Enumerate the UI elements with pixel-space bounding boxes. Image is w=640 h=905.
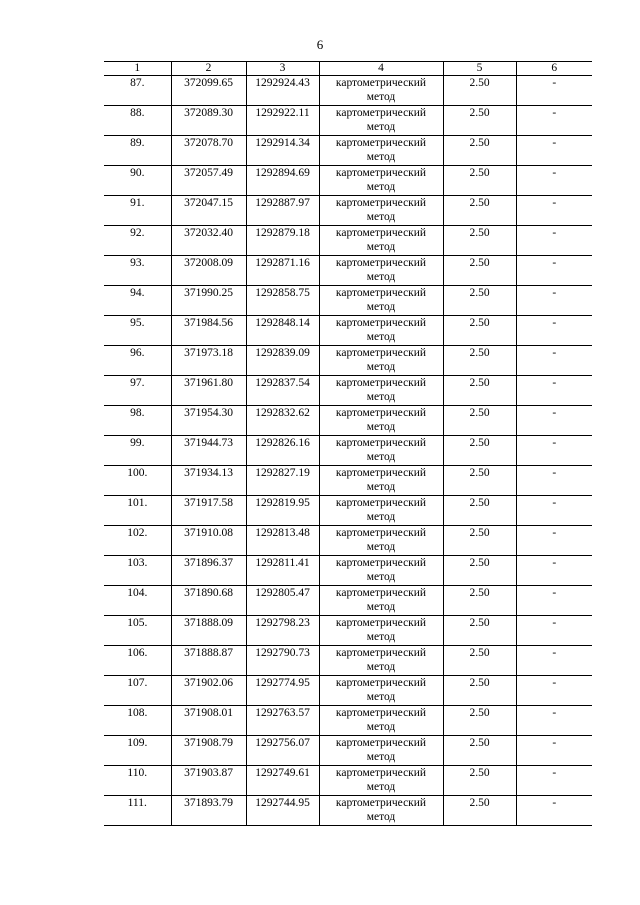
method-cell: картометрический метод [319, 76, 443, 106]
accuracy-cell: 2.50 [443, 376, 516, 406]
method-cell: картометрический метод [319, 556, 443, 586]
method-cell: картометрический метод [319, 496, 443, 526]
accuracy-cell: 2.50 [443, 706, 516, 736]
method-cell: картометрический метод [319, 526, 443, 556]
note-cell: - [516, 136, 592, 166]
note-cell: - [516, 466, 592, 496]
method-cell: картометрический метод [319, 196, 443, 226]
accuracy-cell: 2.50 [443, 676, 516, 706]
y-coordinate-cell: 1292749.61 [246, 766, 319, 796]
point-number-cell: 104. [104, 586, 171, 616]
note-cell: - [516, 406, 592, 436]
table-row [104, 166, 592, 196]
y-coordinate-cell: 1292756.07 [246, 736, 319, 766]
accuracy-cell: 2.50 [443, 586, 516, 616]
method-cell: картометрический метод [319, 706, 443, 736]
accuracy-cell: 2.50 [443, 286, 516, 316]
x-coordinate-cell: 371908.79 [171, 736, 246, 766]
x-coordinate-cell: 371984.56 [171, 316, 246, 346]
point-number-cell: 106. [104, 646, 171, 676]
point-number-cell: 94. [104, 286, 171, 316]
note-cell: - [516, 526, 592, 556]
point-number-cell: 108. [104, 706, 171, 736]
point-number-cell: 97. [104, 376, 171, 406]
y-coordinate-cell: 1292894.69 [246, 166, 319, 196]
x-coordinate-cell: 372047.15 [171, 196, 246, 226]
table-row [104, 256, 592, 286]
x-coordinate-cell: 372099.65 [171, 76, 246, 106]
x-coordinate-cell: 371961.80 [171, 376, 246, 406]
accuracy-cell: 2.50 [443, 406, 516, 436]
table-row [104, 796, 592, 826]
method-cell: картометрический метод [319, 646, 443, 676]
page-number: 6 [316, 37, 324, 52]
note-cell: - [516, 676, 592, 706]
accuracy-cell: 2.50 [443, 166, 516, 196]
note-cell: - [516, 646, 592, 676]
accuracy-cell: 2.50 [443, 496, 516, 526]
x-coordinate-cell: 371890.68 [171, 586, 246, 616]
point-number-cell: 100. [104, 466, 171, 496]
table-row [104, 436, 592, 466]
x-coordinate-cell: 371902.06 [171, 676, 246, 706]
column-header: 6 [516, 62, 592, 76]
y-coordinate-cell: 1292871.16 [246, 256, 319, 286]
method-cell: картометрический метод [319, 586, 443, 616]
method-cell: картометрический метод [319, 376, 443, 406]
point-number-cell: 88. [104, 106, 171, 136]
point-number-cell: 96. [104, 346, 171, 376]
point-number-cell: 90. [104, 166, 171, 196]
x-coordinate-cell: 371903.87 [171, 766, 246, 796]
y-coordinate-cell: 1292832.62 [246, 406, 319, 436]
note-cell: - [516, 796, 592, 826]
point-number-cell: 89. [104, 136, 171, 166]
table-row [104, 586, 592, 616]
y-coordinate-cell: 1292848.14 [246, 316, 319, 346]
x-coordinate-cell: 371973.18 [171, 346, 246, 376]
table-body [104, 76, 592, 826]
table-row [104, 316, 592, 346]
note-cell: - [516, 166, 592, 196]
x-coordinate-cell: 372089.30 [171, 106, 246, 136]
x-coordinate-cell: 371888.09 [171, 616, 246, 646]
x-coordinate-cell: 371908.01 [171, 706, 246, 736]
point-number-cell: 91. [104, 196, 171, 226]
x-coordinate-cell: 371893.79 [171, 796, 246, 826]
method-cell: картометрический метод [319, 226, 443, 256]
accuracy-cell: 2.50 [443, 526, 516, 556]
note-cell: - [516, 376, 592, 406]
accuracy-cell: 2.50 [443, 766, 516, 796]
method-cell: картометрический метод [319, 106, 443, 136]
table-row [104, 676, 592, 706]
table-row [104, 736, 592, 766]
method-cell: картометрический метод [319, 616, 443, 646]
note-cell: - [516, 286, 592, 316]
note-cell: - [516, 766, 592, 796]
x-coordinate-cell: 371944.73 [171, 436, 246, 466]
method-cell: картометрический метод [319, 676, 443, 706]
x-coordinate-cell: 372078.70 [171, 136, 246, 166]
table-row [104, 646, 592, 676]
x-coordinate-cell: 371910.08 [171, 526, 246, 556]
column-header: 3 [246, 62, 319, 76]
accuracy-cell: 2.50 [443, 736, 516, 766]
method-cell: картометрический метод [319, 406, 443, 436]
note-cell: - [516, 196, 592, 226]
y-coordinate-cell: 1292839.09 [246, 346, 319, 376]
column-header: 2 [171, 62, 246, 76]
y-coordinate-cell: 1292798.23 [246, 616, 319, 646]
x-coordinate-cell: 371888.87 [171, 646, 246, 676]
y-coordinate-cell: 1292774.95 [246, 676, 319, 706]
point-number-cell: 93. [104, 256, 171, 286]
table-row [104, 616, 592, 646]
y-coordinate-cell: 1292858.75 [246, 286, 319, 316]
note-cell: - [516, 496, 592, 526]
accuracy-cell: 2.50 [443, 136, 516, 166]
table-row [104, 106, 592, 136]
table-row [104, 286, 592, 316]
note-cell: - [516, 76, 592, 106]
point-number-cell: 95. [104, 316, 171, 346]
note-cell: - [516, 706, 592, 736]
point-number-cell: 105. [104, 616, 171, 646]
accuracy-cell: 2.50 [443, 436, 516, 466]
y-coordinate-cell: 1292763.57 [246, 706, 319, 736]
point-number-cell: 87. [104, 76, 171, 106]
y-coordinate-cell: 1292924.43 [246, 76, 319, 106]
point-number-cell: 92. [104, 226, 171, 256]
note-cell: - [516, 436, 592, 466]
table-row [104, 496, 592, 526]
method-cell: картометрический метод [319, 766, 443, 796]
method-cell: картометрический метод [319, 256, 443, 286]
x-coordinate-cell: 371954.30 [171, 406, 246, 436]
table-row [104, 466, 592, 496]
x-coordinate-cell: 371917.58 [171, 496, 246, 526]
accuracy-cell: 2.50 [443, 316, 516, 346]
note-cell: - [516, 256, 592, 286]
table-header-row [104, 62, 592, 76]
note-cell: - [516, 316, 592, 346]
y-coordinate-cell: 1292813.48 [246, 526, 319, 556]
method-cell: картометрический метод [319, 166, 443, 196]
method-cell: картометрический метод [319, 346, 443, 376]
method-cell: картометрический метод [319, 136, 443, 166]
x-coordinate-cell: 371934.13 [171, 466, 246, 496]
note-cell: - [516, 736, 592, 766]
column-header: 5 [443, 62, 516, 76]
method-cell: картометрический метод [319, 286, 443, 316]
method-cell: картометрический метод [319, 466, 443, 496]
point-number-cell: 111. [104, 796, 171, 826]
point-number-cell: 99. [104, 436, 171, 466]
accuracy-cell: 2.50 [443, 646, 516, 676]
method-cell: картометрический метод [319, 736, 443, 766]
point-number-cell: 110. [104, 766, 171, 796]
method-cell: картометрический метод [319, 436, 443, 466]
accuracy-cell: 2.50 [443, 106, 516, 136]
y-coordinate-cell: 1292914.34 [246, 136, 319, 166]
y-coordinate-cell: 1292879.18 [246, 226, 319, 256]
accuracy-cell: 2.50 [443, 556, 516, 586]
column-header: 4 [319, 62, 443, 76]
column-header: 1 [104, 62, 171, 76]
point-number-cell: 107. [104, 676, 171, 706]
accuracy-cell: 2.50 [443, 76, 516, 106]
accuracy-cell: 2.50 [443, 256, 516, 286]
x-coordinate-cell: 372008.09 [171, 256, 246, 286]
y-coordinate-cell: 1292827.19 [246, 466, 319, 496]
table-row [104, 226, 592, 256]
y-coordinate-cell: 1292811.41 [246, 556, 319, 586]
coordinates-table [104, 61, 592, 826]
note-cell: - [516, 556, 592, 586]
note-cell: - [516, 586, 592, 616]
y-coordinate-cell: 1292819.95 [246, 496, 319, 526]
table-row [104, 556, 592, 586]
note-cell: - [516, 616, 592, 646]
table-row [104, 76, 592, 106]
point-number-cell: 98. [104, 406, 171, 436]
y-coordinate-cell: 1292887.97 [246, 196, 319, 226]
point-number-cell: 109. [104, 736, 171, 766]
y-coordinate-cell: 1292744.95 [246, 796, 319, 826]
table-row [104, 766, 592, 796]
accuracy-cell: 2.50 [443, 616, 516, 646]
accuracy-cell: 2.50 [443, 796, 516, 826]
table-row [104, 376, 592, 406]
x-coordinate-cell: 371896.37 [171, 556, 246, 586]
x-coordinate-cell: 371990.25 [171, 286, 246, 316]
table-row [104, 196, 592, 226]
y-coordinate-cell: 1292922.11 [246, 106, 319, 136]
x-coordinate-cell: 372057.49 [171, 166, 246, 196]
table-row [104, 526, 592, 556]
table-row [104, 346, 592, 376]
point-number-cell: 101. [104, 496, 171, 526]
point-number-cell: 103. [104, 556, 171, 586]
y-coordinate-cell: 1292790.73 [246, 646, 319, 676]
table-row [104, 706, 592, 736]
accuracy-cell: 2.50 [443, 466, 516, 496]
accuracy-cell: 2.50 [443, 346, 516, 376]
note-cell: - [516, 226, 592, 256]
y-coordinate-cell: 1292805.47 [246, 586, 319, 616]
x-coordinate-cell: 372032.40 [171, 226, 246, 256]
method-cell: картометрический метод [319, 316, 443, 346]
y-coordinate-cell: 1292826.16 [246, 436, 319, 466]
accuracy-cell: 2.50 [443, 226, 516, 256]
accuracy-cell: 2.50 [443, 196, 516, 226]
method-cell: картометрический метод [319, 796, 443, 826]
point-number-cell: 102. [104, 526, 171, 556]
table-row [104, 136, 592, 166]
note-cell: - [516, 106, 592, 136]
table-row [104, 406, 592, 436]
y-coordinate-cell: 1292837.54 [246, 376, 319, 406]
note-cell: - [516, 346, 592, 376]
